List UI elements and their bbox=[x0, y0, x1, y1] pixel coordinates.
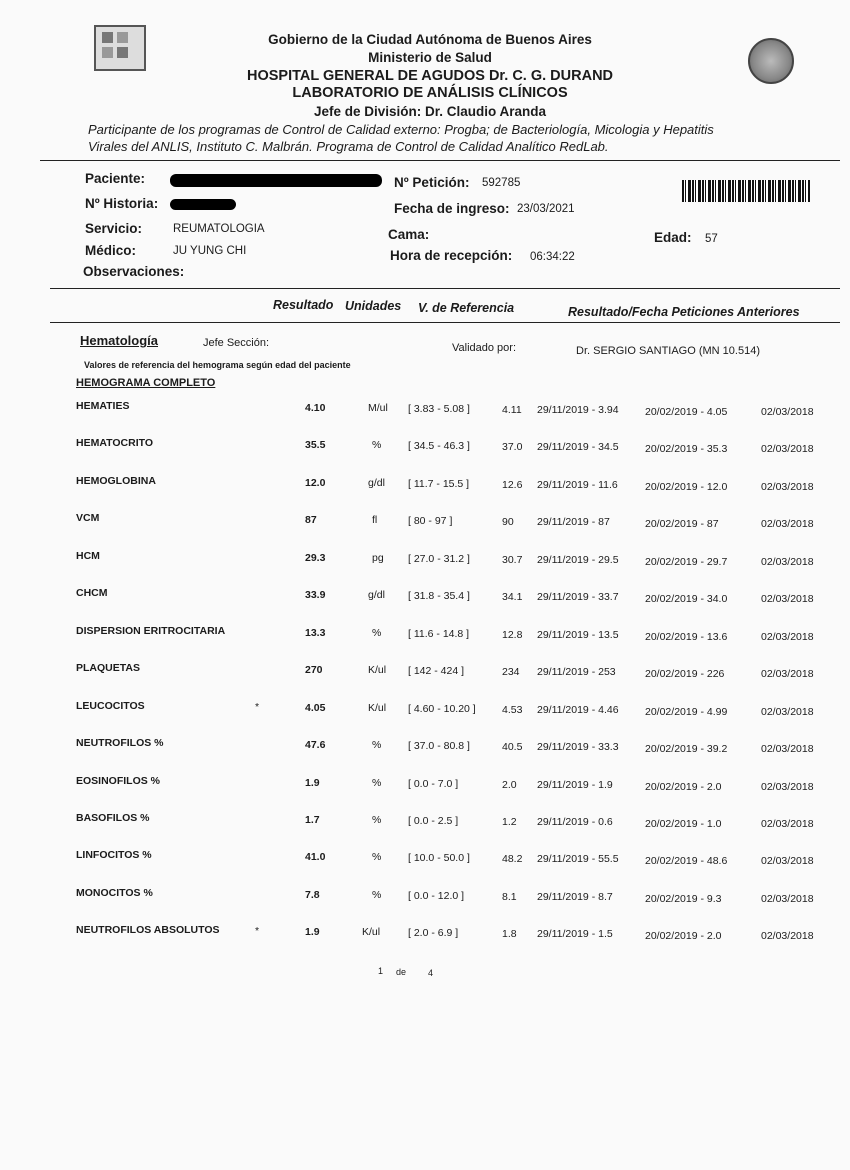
result-unit: K/ul bbox=[368, 701, 387, 714]
jefe-seccion-label: Jefe Sección: bbox=[203, 337, 270, 349]
previous-date-3: 02/03/2018 bbox=[761, 743, 814, 756]
previous-date-3: 02/03/2018 bbox=[761, 555, 814, 568]
previous-date-2: 20/02/2019 - 48.6 bbox=[645, 855, 728, 868]
result-unit: % bbox=[372, 851, 382, 864]
test-name: HEMOGLOBINA bbox=[76, 474, 156, 487]
recepcion-value: 06:34:22 bbox=[530, 251, 575, 263]
result-value: 41.0 bbox=[305, 851, 326, 864]
previous-date-3: 02/03/2018 bbox=[761, 443, 814, 456]
previous-result: 4.11 bbox=[502, 404, 522, 416]
columns-divider bbox=[50, 322, 840, 323]
reference-range: [ 4.60 - 10.20 ] bbox=[408, 702, 476, 715]
result-unit: % bbox=[372, 813, 382, 826]
historia-label: Nº Historia: bbox=[85, 196, 159, 211]
result-unit: M/ul bbox=[368, 402, 388, 414]
test-name: CHCM bbox=[76, 587, 108, 600]
header-ministry: Ministerio de Salud bbox=[368, 50, 492, 65]
previous-date-3: 02/03/2018 bbox=[761, 780, 814, 793]
col-anteriores: Resultado/Fecha Peticiones Anteriores bbox=[568, 305, 800, 319]
table-row bbox=[0, 775, 850, 805]
previous-result: 34.1 bbox=[502, 591, 523, 604]
previous-date-3: 02/03/2018 bbox=[761, 892, 814, 905]
test-name: PLAQUETAS bbox=[76, 662, 140, 675]
table-row bbox=[0, 400, 850, 430]
result-value: 1.9 bbox=[305, 776, 320, 789]
table-row bbox=[0, 887, 850, 917]
table-row bbox=[0, 475, 850, 505]
test-name: HEMATIES bbox=[76, 400, 130, 412]
section-title: Hematología bbox=[80, 333, 159, 348]
peticion-label: Nº Petición: bbox=[394, 175, 470, 190]
test-name: BASOFILOS % bbox=[76, 811, 150, 824]
previous-date-3: 02/03/2018 bbox=[761, 480, 814, 493]
previous-date-1: 29/11/2019 - 1.9 bbox=[537, 778, 613, 791]
result-unit: g/dl bbox=[368, 476, 385, 489]
previous-result: 90 bbox=[502, 516, 514, 529]
reference-note: Valores de referencia del hemograma según edad del paciente bbox=[84, 360, 351, 370]
previous-result: 8.1 bbox=[502, 890, 517, 903]
previous-date-1: 29/11/2019 - 1.5 bbox=[537, 928, 613, 941]
table-row bbox=[0, 587, 850, 617]
previous-result: 30.7 bbox=[502, 553, 523, 566]
previous-date-3: 02/03/2018 bbox=[761, 406, 814, 418]
test-name: DISPERSION ERITROCITARIA bbox=[76, 624, 226, 637]
previous-result: 12.6 bbox=[502, 478, 523, 491]
previous-date-2: 20/02/2019 - 13.6 bbox=[645, 630, 728, 643]
previous-result: 1.8 bbox=[502, 928, 517, 941]
edad-value: 57 bbox=[705, 233, 718, 245]
cama-label: Cama: bbox=[388, 227, 430, 242]
edad-label: Edad: bbox=[654, 230, 692, 245]
previous-date-1: 29/11/2019 - 87 bbox=[537, 516, 610, 529]
table-row bbox=[0, 512, 850, 542]
result-unit: % bbox=[372, 739, 382, 752]
reference-range: [ 11.6 - 14.8 ] bbox=[408, 627, 470, 640]
previous-date-2: 20/02/2019 - 4.05 bbox=[645, 406, 728, 418]
ingreso-value: 23/03/2021 bbox=[517, 203, 575, 215]
previous-date-1: 29/11/2019 - 33.7 bbox=[537, 591, 619, 604]
previous-date-2: 20/02/2019 - 226 bbox=[645, 668, 725, 681]
table-row bbox=[0, 550, 850, 580]
reference-range: [ 27.0 - 31.2 ] bbox=[408, 552, 470, 565]
result-value: 270 bbox=[305, 664, 323, 677]
medico-label: Médico: bbox=[85, 243, 137, 258]
previous-date-2: 20/02/2019 - 4.99 bbox=[645, 705, 728, 718]
header-government: Gobierno de la Ciudad Autónoma de Buenos Aires bbox=[268, 32, 592, 47]
previous-date-1: 29/11/2019 - 3.94 bbox=[537, 404, 619, 416]
table-row bbox=[0, 849, 850, 879]
previous-result: 4.53 bbox=[502, 703, 523, 716]
previous-date-2: 20/02/2019 - 2.0 bbox=[645, 780, 722, 793]
result-value: 87 bbox=[305, 514, 317, 527]
test-name: NEUTROFILOS % bbox=[76, 737, 164, 750]
result-unit: K/ul bbox=[362, 926, 381, 939]
previous-date-2: 20/02/2019 - 1.0 bbox=[645, 817, 722, 830]
result-value: 1.9 bbox=[305, 926, 320, 939]
hemograma-title: HEMOGRAMA COMPLETO bbox=[76, 377, 216, 389]
previous-date-2: 20/02/2019 - 39.2 bbox=[645, 743, 728, 756]
header-hospital: HOSPITAL GENERAL DE AGUDOS Dr. C. G. DURAND bbox=[246, 68, 614, 84]
previous-date-1: 29/11/2019 - 13.5 bbox=[537, 628, 619, 641]
previous-date-2: 20/02/2019 - 29.7 bbox=[645, 555, 728, 568]
previous-date-2: 20/02/2019 - 35.3 bbox=[645, 443, 728, 456]
reference-range: [ 34.5 - 46.3 ] bbox=[408, 440, 470, 453]
previous-date-2: 20/02/2019 - 12.0 bbox=[645, 480, 728, 493]
previous-result: 40.5 bbox=[502, 741, 523, 754]
result-unit: fl bbox=[372, 514, 378, 527]
previous-date-1: 29/11/2019 - 33.3 bbox=[537, 741, 619, 754]
table-row bbox=[0, 737, 850, 767]
table-row bbox=[0, 625, 850, 655]
validado-label: Validado por: bbox=[452, 342, 517, 354]
result-unit: % bbox=[372, 888, 382, 901]
table-row bbox=[0, 437, 850, 467]
observaciones-label: Observaciones: bbox=[83, 264, 185, 279]
previous-date-3: 02/03/2018 bbox=[761, 593, 814, 606]
previous-result: 2.0 bbox=[502, 778, 517, 791]
col-unidades: Unidades bbox=[345, 299, 402, 313]
reference-range: [ 37.0 - 80.8 ] bbox=[408, 740, 470, 753]
page-total: 4 bbox=[428, 968, 434, 978]
historia-redaction bbox=[170, 199, 236, 210]
test-name: HEMATOCRITO bbox=[76, 437, 154, 450]
result-value: 47.6 bbox=[305, 739, 326, 752]
quality-program-line1: Participante de los programas de Control de Calidad externo: Progba; de Bacteriología, Micologia y Hepatitis bbox=[88, 122, 714, 137]
test-name: VCM bbox=[76, 512, 100, 525]
table-row bbox=[0, 924, 850, 954]
previous-date-1: 29/11/2019 - 253 bbox=[537, 666, 616, 679]
test-name: NEUTROFILOS ABSOLUTOS bbox=[76, 924, 220, 937]
reference-range: [ 11.7 - 15.5 ] bbox=[408, 477, 470, 490]
header-division-chief: Jefe de División: Dr. Claudio Aranda bbox=[313, 104, 547, 119]
servicio-value: REUMATOLOGIA bbox=[173, 223, 265, 235]
previous-date-3: 02/03/2018 bbox=[761, 630, 814, 643]
table-row bbox=[0, 662, 850, 692]
previous-date-1: 29/11/2019 - 29.5 bbox=[537, 553, 619, 566]
test-name: HCM bbox=[76, 549, 100, 562]
result-value: 33.9 bbox=[305, 589, 326, 602]
header-laboratory: LABORATORIO DE ANÁLISIS CLÍNICOS bbox=[292, 85, 568, 101]
result-value: 29.3 bbox=[305, 551, 326, 564]
col-resultado: Resultado bbox=[273, 298, 334, 312]
abnormal-flag: * bbox=[255, 700, 260, 713]
result-value: 4.05 bbox=[305, 701, 326, 714]
result-unit: % bbox=[372, 776, 382, 789]
header-divider bbox=[40, 160, 840, 161]
col-referencia: V. de Referencia bbox=[418, 301, 515, 315]
hospital-seal bbox=[748, 38, 794, 84]
test-name: LINFOCITOS % bbox=[76, 849, 152, 862]
previous-date-3: 02/03/2018 bbox=[761, 855, 814, 868]
reference-range: [ 0.0 - 12.0 ] bbox=[408, 889, 465, 902]
quality-program-line2: Virales del ANLIS, Instituto C. Malbrán. Programa de Control de Calidad Analítico RedLab. bbox=[88, 139, 609, 154]
government-logo bbox=[94, 25, 146, 71]
medico-value: JU YUNG CHI bbox=[173, 245, 247, 257]
page-number: 1 bbox=[378, 966, 384, 976]
reference-range: [ 80 - 97 ] bbox=[408, 515, 453, 528]
page-de: de bbox=[396, 967, 407, 977]
result-unit: K/ul bbox=[368, 664, 387, 677]
result-value: 12.0 bbox=[305, 476, 326, 489]
servicio-label: Servicio: bbox=[85, 221, 143, 236]
table-row bbox=[0, 812, 850, 842]
result-value: 13.3 bbox=[305, 626, 326, 639]
previous-date-1: 29/11/2019 - 8.7 bbox=[537, 890, 613, 903]
previous-date-3: 02/03/2018 bbox=[761, 705, 814, 718]
test-name: LEUCOCITOS bbox=[76, 699, 145, 712]
previous-date-1: 29/11/2019 - 11.6 bbox=[537, 478, 618, 491]
abnormal-flag: * bbox=[255, 925, 260, 938]
previous-result: 37.0 bbox=[502, 441, 523, 454]
result-value: 4.10 bbox=[305, 402, 326, 414]
previous-date-2: 20/02/2019 - 9.3 bbox=[645, 892, 722, 905]
reference-range: [ 0.0 - 2.5 ] bbox=[408, 814, 459, 827]
result-value: 7.8 bbox=[305, 888, 320, 901]
previous-date-1: 29/11/2019 - 34.5 bbox=[537, 441, 619, 454]
previous-date-1: 29/11/2019 - 4.46 bbox=[537, 703, 619, 716]
previous-date-3: 02/03/2018 bbox=[761, 930, 814, 943]
previous-date-3: 02/03/2018 bbox=[761, 668, 814, 681]
patient-divider bbox=[50, 288, 840, 289]
patient-name-redaction bbox=[170, 174, 382, 187]
reference-range: [ 31.8 - 35.4 ] bbox=[408, 590, 470, 603]
result-value: 1.7 bbox=[305, 813, 320, 826]
result-unit: % bbox=[372, 626, 382, 639]
test-name: EOSINOFILOS % bbox=[76, 774, 161, 787]
barcode bbox=[682, 180, 810, 202]
reference-range: [ 0.0 - 7.0 ] bbox=[408, 777, 459, 790]
patient-label: Paciente: bbox=[85, 171, 146, 186]
peticion-value: 592785 bbox=[482, 177, 521, 189]
previous-result: 1.2 bbox=[502, 815, 517, 828]
previous-date-1: 29/11/2019 - 0.6 bbox=[537, 815, 613, 828]
previous-date-2: 20/02/2019 - 34.0 bbox=[645, 593, 728, 606]
result-value: 35.5 bbox=[305, 439, 326, 452]
table-row bbox=[0, 700, 850, 730]
previous-date-1: 29/11/2019 - 55.5 bbox=[537, 853, 619, 866]
result-unit: pg bbox=[372, 551, 384, 564]
reference-range: [ 2.0 - 6.9 ] bbox=[408, 927, 459, 940]
reference-range: [ 10.0 - 50.0 ] bbox=[408, 852, 470, 865]
validado-value: Dr. SERGIO SANTIAGO (MN 10.514) bbox=[576, 345, 760, 357]
reference-range: [ 3.83 - 5.08 ] bbox=[408, 403, 470, 415]
previous-result: 48.2 bbox=[502, 853, 523, 866]
test-name: MONOCITOS % bbox=[76, 886, 153, 899]
result-unit: g/dl bbox=[368, 589, 385, 602]
ingreso-label: Fecha de ingreso: bbox=[394, 201, 510, 216]
reference-range: [ 142 - 424 ] bbox=[408, 665, 465, 678]
previous-result: 234 bbox=[502, 666, 520, 679]
result-unit: % bbox=[372, 439, 382, 452]
previous-result: 12.8 bbox=[502, 628, 523, 641]
previous-date-3: 02/03/2018 bbox=[761, 518, 814, 531]
previous-date-2: 20/02/2019 - 87 bbox=[645, 518, 719, 531]
previous-date-3: 02/03/2018 bbox=[761, 817, 814, 830]
previous-date-2: 20/02/2019 - 2.0 bbox=[645, 930, 722, 943]
recepcion-label: Hora de recepción: bbox=[390, 248, 513, 263]
